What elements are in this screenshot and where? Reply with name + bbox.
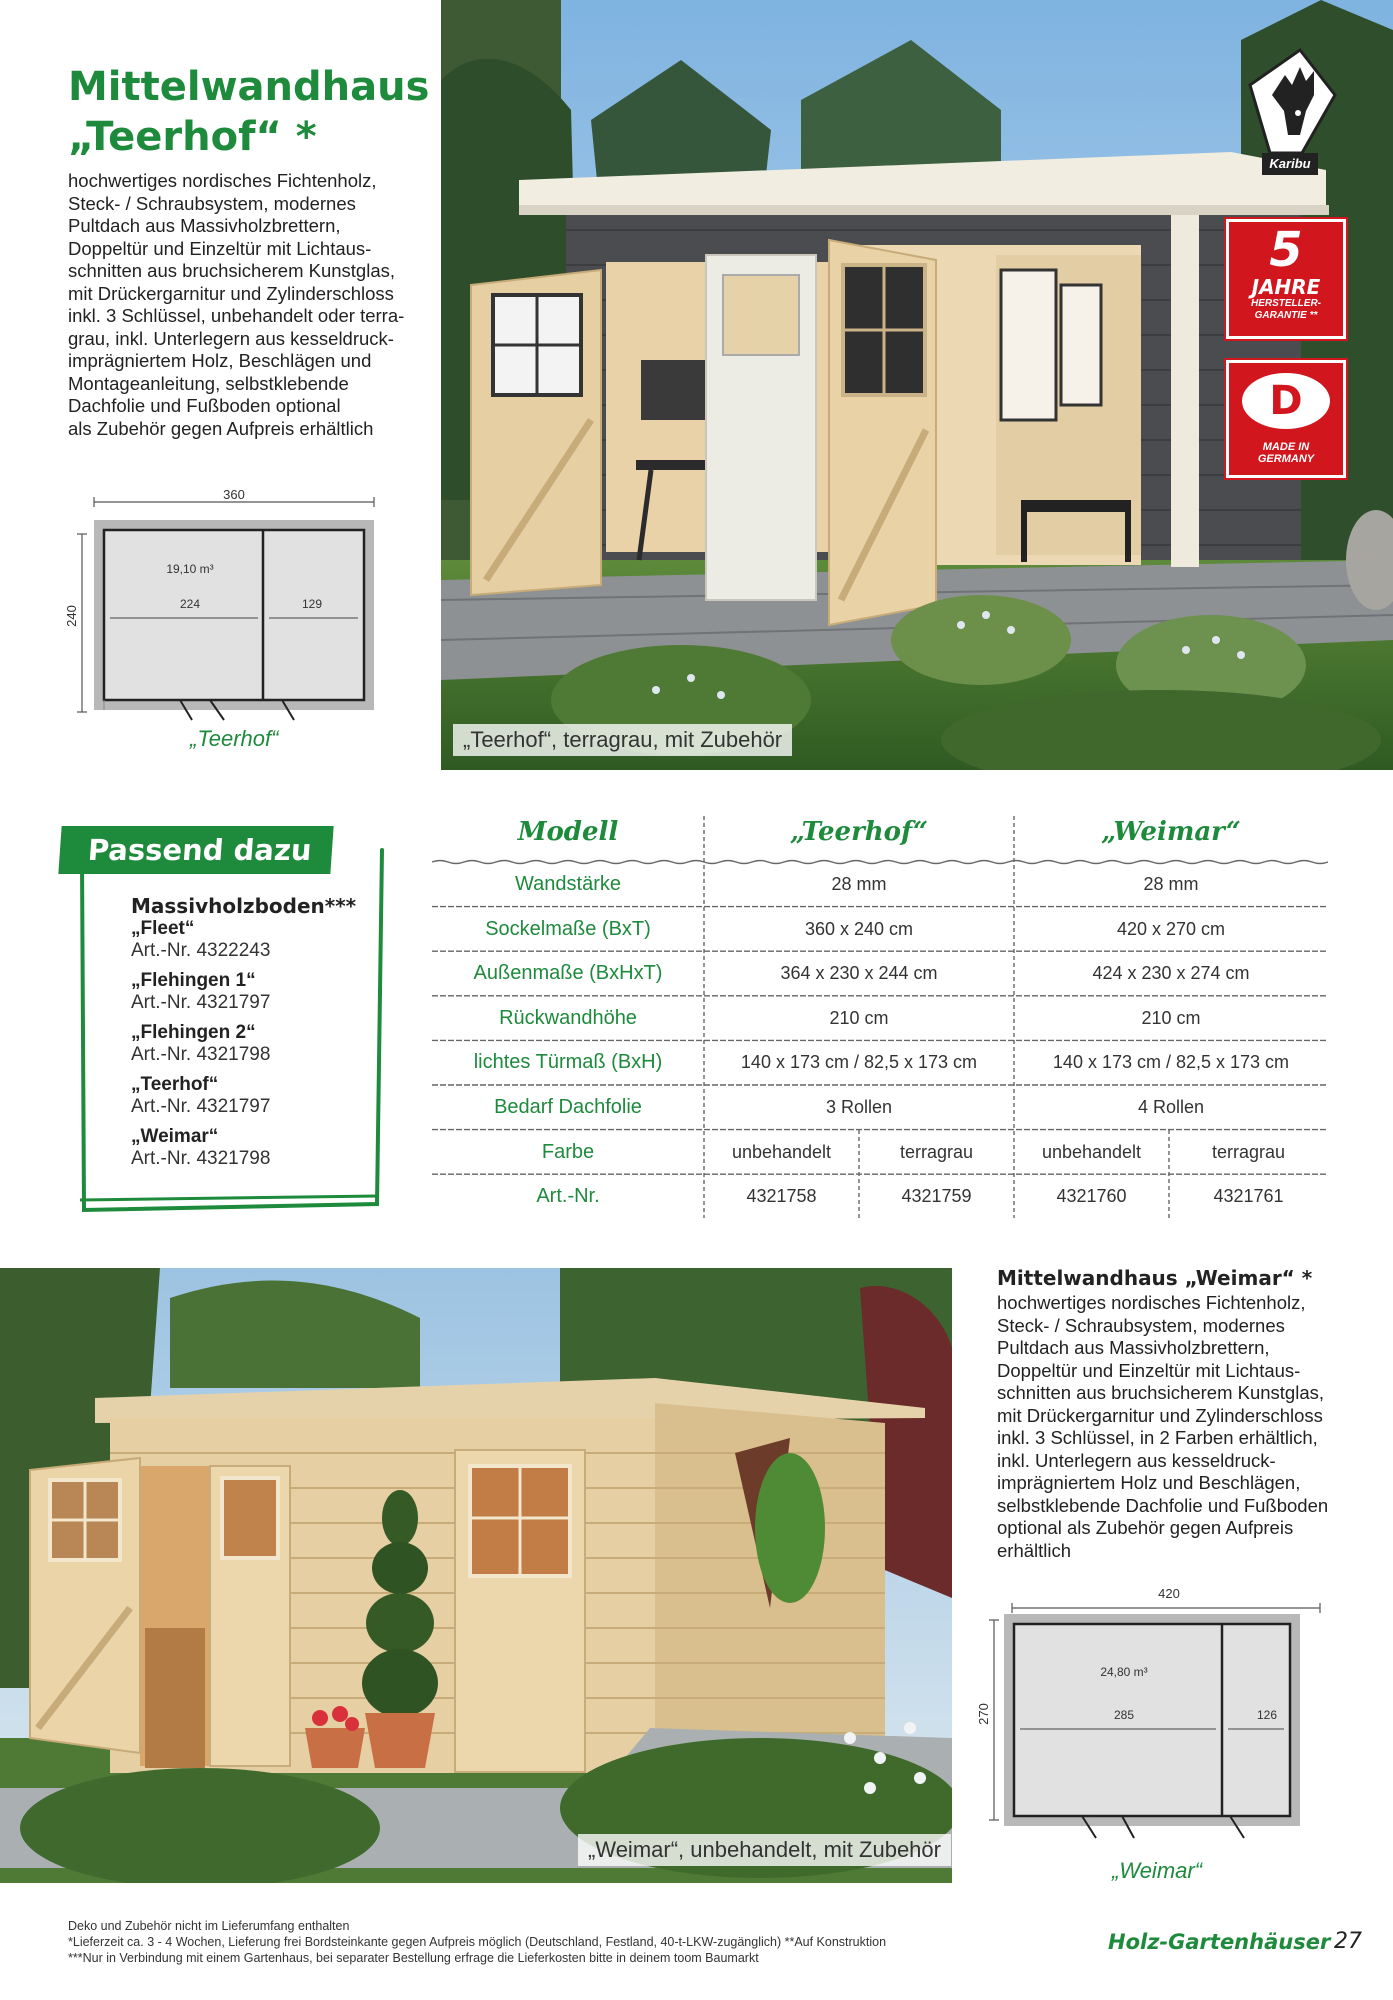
teerhof-description (68, 170, 408, 440)
description-line: imprägniertem Holz, Beschlägen und (68, 350, 372, 371)
description-line: optional als Zubehör gegen Aufpreis (997, 1517, 1294, 1538)
weimar-value: 140 x 173 cm / 82,5 x 173 cm (1052, 1052, 1290, 1073)
list-item (131, 1074, 361, 1118)
footnotes (68, 1918, 948, 1966)
list-item (131, 1022, 361, 1066)
table-header-teerhof: „Teerhof“ (790, 817, 928, 847)
row-label: Außenmaße (BxHxT) (473, 962, 663, 985)
warranty-word: JAHRE (1251, 275, 1321, 299)
floor-art-nr: Art.-Nr. 4321797 (131, 1096, 271, 1117)
description-line: inkl. 3 Schlüssel, unbehandelt oder terra- (68, 305, 405, 326)
floor-name: „Fleet“ (131, 918, 195, 939)
origin-line1: MADE IN (1262, 441, 1310, 453)
description-line: inkl. Unterlegern aus kesseldruck- (997, 1449, 1276, 1471)
footnote-line: *Lieferzeit ca. 3 - 4 Wochen, Lieferung frei Bordsteinkante gegen Aufpreis möglich (Deutschland, Festland, 40-t-LKW-zugänglich) **Auf Konstruktion (68, 1935, 887, 1949)
description-line: hochwertiges nordisches Fichtenholz, (997, 1292, 1306, 1313)
plan-volume-label: 24,80 m³ (1100, 1665, 1148, 1679)
row-label: Wandstärke (515, 873, 621, 895)
plan-volume-label: 19,10 m³ (166, 562, 214, 576)
floor-art-nr: Art.-Nr. 4321798 (131, 1044, 271, 1065)
massivholzboden-title: Massivholzboden*** (131, 894, 357, 918)
warranty-line2: GARANTIE ** (1254, 310, 1318, 321)
karibu-brand-label: Karibu (1262, 153, 1318, 175)
description-line: schnitten aus bruchsicherem Kunstglas, (68, 260, 396, 281)
weimar-photo (0, 1268, 952, 1883)
description-line: Montageanleitung, selbstklebende (68, 372, 349, 394)
description-line: schnitten aus bruchsicherem Kunstglas, (997, 1382, 1325, 1403)
table-header-modell: Modell (517, 817, 619, 847)
page-number: 27 (1334, 1929, 1362, 1954)
warranty-line1: HERSTELLER- (1251, 298, 1321, 309)
row-label: Rückwandhöhe (499, 1006, 637, 1029)
origin-letter: D (1242, 373, 1330, 429)
description-line: Dachfolie und Fußboden optional (68, 395, 341, 416)
table-row (432, 1085, 1328, 1130)
description-line: mit Drückergarnitur und Zylinderschloss (68, 282, 394, 304)
description-line: hochwertiges nordisches Fichtenholz, (68, 170, 377, 191)
description-line: als Zubehör gegen Aufpreis erhältlich (68, 417, 374, 439)
weimar-value: 28 mm (1143, 874, 1199, 894)
list-item (131, 1126, 361, 1170)
teerhof-value: 140 x 173 cm / 82,5 x 173 cm (740, 1052, 978, 1073)
description-line: Steck- / Schraubsystem, modernes (997, 1314, 1285, 1336)
weimar-value: 420 x 270 cm (1116, 918, 1226, 939)
color-value: unbehandelt (731, 1141, 832, 1162)
plan-width-label: 360 (223, 490, 245, 502)
teerhof-plan-caption: „Teerhof“ (190, 726, 279, 751)
weimar-floor-plan (972, 1580, 1332, 1890)
plan-width-label: 420 (1158, 1586, 1180, 1601)
art-nr-value: 4321758 (746, 1186, 817, 1207)
teerhof-title-line2: „Teerhof“ * (68, 114, 317, 160)
weimar-plan-caption: „Weimar“ (1112, 1858, 1203, 1883)
table-row (432, 996, 1328, 1041)
description-line: imprägniertem Holz und Beschlägen, (997, 1472, 1301, 1493)
art-nr-value: 4321759 (901, 1186, 972, 1207)
description-line: grau, inkl. Unterlegern aus kesseldruck- (68, 327, 394, 349)
description-line: Doppeltür und Einzeltür mit Lichtaus- (997, 1359, 1301, 1381)
list-item (131, 918, 361, 962)
weimar-description (997, 1292, 1337, 1562)
description-line: Pultdach aus Massivholzbrettern, (997, 1337, 1270, 1358)
weimar-value: 4 Rollen (1137, 1097, 1205, 1117)
description-line: Pultdach aus Massivholzbrettern, (68, 215, 341, 236)
section-label: Holz-Gartenhäuser (1108, 1930, 1331, 1954)
table-row-art-nr (432, 1174, 1328, 1219)
color-value: terragrau (899, 1141, 974, 1162)
floor-art-nr: Art.-Nr. 4321798 (131, 1148, 271, 1169)
description-line: inkl. 3 Schlüssel, in 2 Farben erhältlich, (997, 1427, 1318, 1448)
art-nr-value: 4321761 (1213, 1186, 1284, 1207)
teerhof-title (68, 62, 448, 162)
floor-name: „Teerhof“ (131, 1074, 219, 1095)
color-value: terragrau (1211, 1141, 1286, 1162)
teerhof-value: 28 mm (831, 874, 887, 894)
teerhof-value: 360 x 240 cm (804, 918, 914, 939)
description-line: selbstklebende Dachfolie und Fußboden (997, 1494, 1329, 1516)
row-label: Farbe (541, 1140, 595, 1163)
footnote-line: ***Nur in Verbindung mit einem Gartenhaus, bei separater Bestellung erfrage die Lieferkosten bitte in deinem toom Baumarkt (68, 1951, 759, 1965)
description-line: Steck- / Schraubsystem, modernes (68, 192, 356, 214)
teerhof-photo-caption: „Teerhof“, terragrau, mit Zubehör (453, 724, 792, 756)
plan-depth-label: 240 (64, 605, 79, 627)
list-item (131, 970, 361, 1014)
row-label: lichtes Türmaß (BxH) (473, 1051, 663, 1074)
warranty-badge (1226, 219, 1346, 339)
description-line: erhältlich (997, 1539, 1072, 1561)
floor-name: „Weimar“ (131, 1126, 219, 1147)
table-row (432, 862, 1328, 907)
floor-art-nr: Art.-Nr. 4321797 (131, 992, 271, 1013)
color-value: unbehandelt (1041, 1141, 1142, 1162)
row-label: Bedarf Dachfolie (494, 1096, 642, 1118)
made-in-germany-badge (1226, 360, 1346, 478)
weimar-value: 210 cm (1141, 1007, 1201, 1028)
teerhof-value: 3 Rollen (825, 1097, 893, 1117)
table-row-farbe (432, 1130, 1328, 1175)
table-row (432, 951, 1328, 996)
weimar-value: 424 x 230 x 274 cm (1092, 963, 1250, 984)
description-line: mit Drückergarnitur und Zylinderschloss (997, 1404, 1323, 1426)
art-nr-value: 4321760 (1056, 1186, 1127, 1207)
warranty-number: 5 (1269, 222, 1303, 278)
plan-room1-label: 285 (1113, 1708, 1135, 1722)
plan-room2-label: 129 (301, 597, 323, 611)
row-label: Sockelmaße (BxT) (485, 917, 651, 940)
floor-name: „Flehingen 2“ (131, 1022, 256, 1043)
karibu-logo (1240, 45, 1340, 175)
origin-line2: GERMANY (1257, 453, 1315, 465)
plan-room1-label: 224 (179, 597, 201, 611)
description-line: Doppeltür und Einzeltür mit Lichtaus- (68, 237, 372, 259)
weimar-title: Mittelwandhaus „Weimar“ * (997, 1266, 1313, 1290)
teerhof-floor-plan (60, 490, 390, 750)
teerhof-value: 210 cm (829, 1007, 889, 1028)
teerhof-value: 364 x 230 x 244 cm (780, 963, 938, 984)
floor-art-nr: Art.-Nr. 4322243 (131, 940, 271, 961)
plan-depth-label: 270 (976, 1703, 991, 1725)
weimar-photo-caption: „Weimar“, unbehandelt, mit Zubehör (578, 1834, 951, 1866)
spec-table (432, 812, 1328, 1222)
table-row (432, 1040, 1328, 1085)
plan-room2-label: 126 (1256, 1708, 1278, 1722)
table-header-weimar: „Weimar“ (1101, 817, 1241, 847)
row-label: Art.-Nr. (536, 1185, 600, 1208)
passend-dazu-banner: Passend dazu (58, 826, 333, 874)
footnote-line: Deko und Zubehör nicht im Lieferumfang enthalten (68, 1919, 350, 1933)
table-row (432, 907, 1328, 952)
passend-dazu-list (131, 894, 361, 1178)
floor-name: „Flehingen 1“ (131, 970, 256, 991)
teerhof-title-line1: Mittelwandhaus (68, 64, 430, 110)
